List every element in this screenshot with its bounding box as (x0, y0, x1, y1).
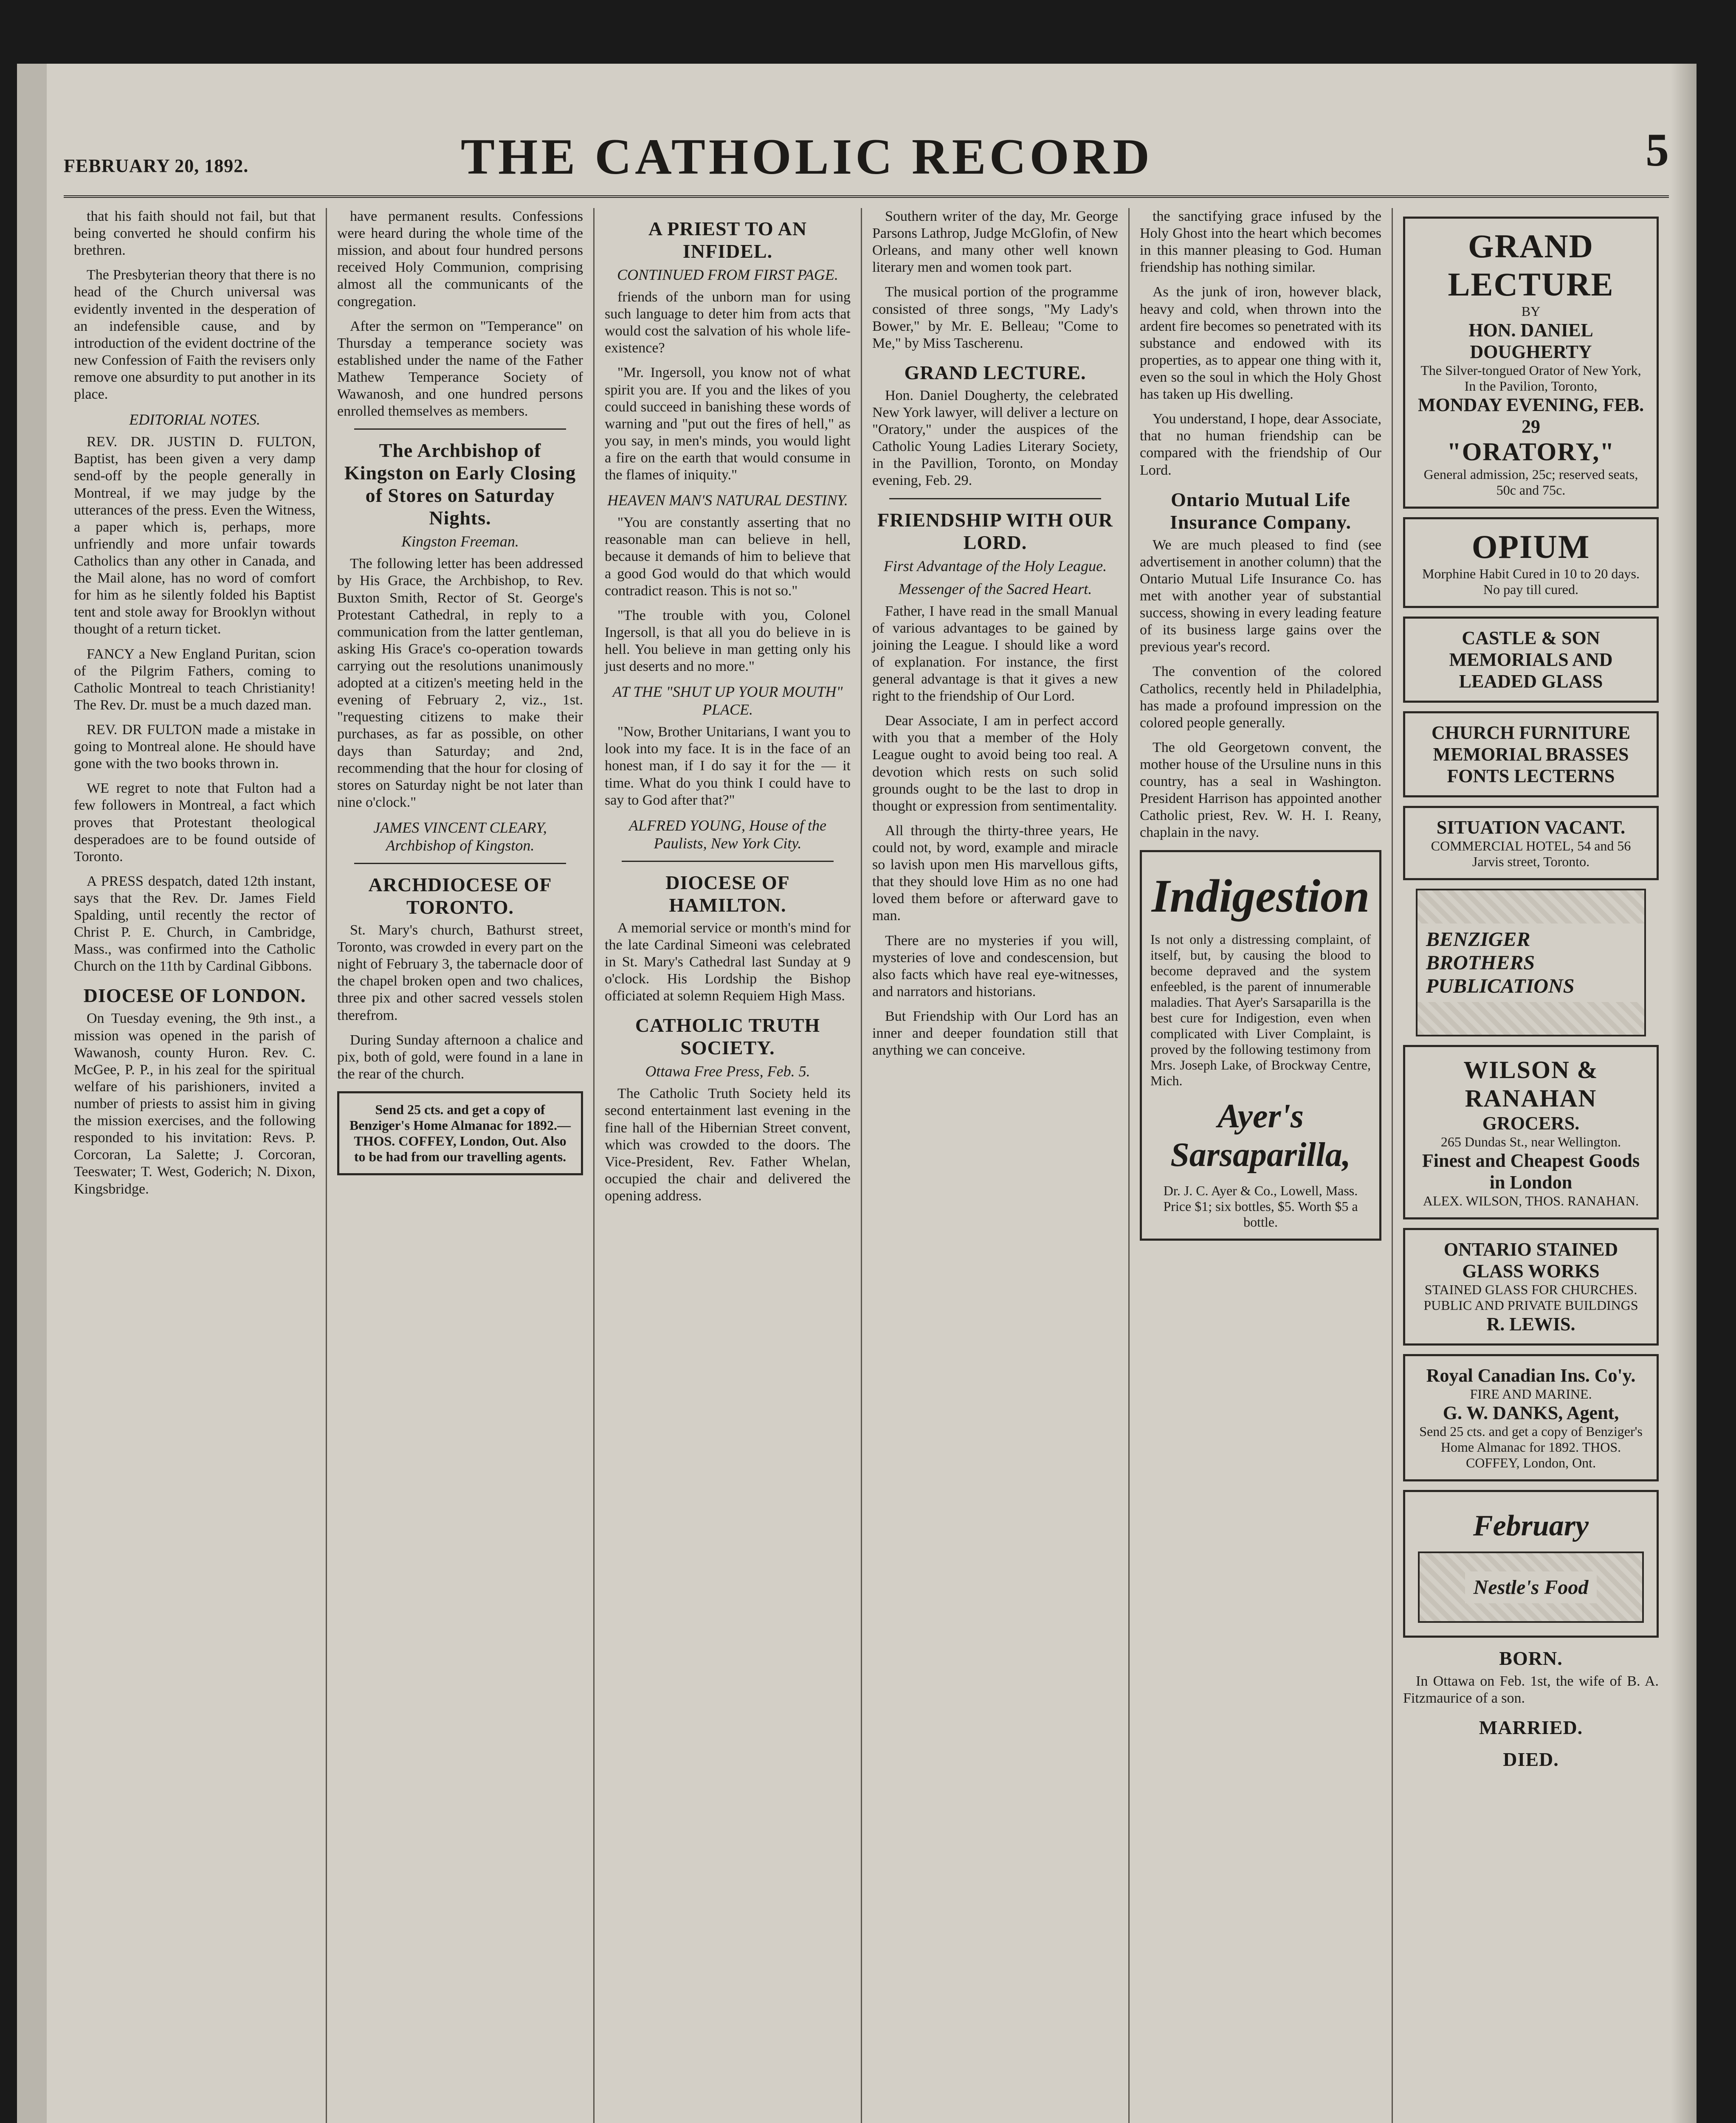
opium-ad: OPIUM Morphine Habit Cured in 10 to 20 days. No pay till cured. (1403, 517, 1659, 608)
paragraph: During Sunday afternoon a chalice and pix, both of gold, were found in a lane in the rear of the church. (337, 1032, 583, 1082)
section-heading: GRAND LECTURE. (904, 361, 1086, 383)
columns (64, 208, 1669, 2123)
paragraph: The musical portion of the programme consisted of three songs, "My Lady's Bower," by Mr. E. Belleau; "Come to Me," by Miss Tascherenu. (872, 284, 1118, 351)
ad-maker: Dr. J. C. Ayer & Co., Lowell, Mass. (1163, 1183, 1358, 1198)
divider (889, 498, 1101, 499)
paragraph: But Friendship with Our Lord has an inner and deeper foundation still that anything we can conceive. (872, 1008, 1118, 1059)
page-edge (1671, 64, 1697, 2123)
paragraph: friends of the unborn man for using such language to deter him from acts that would cost the salvation of his whole life-existence? (605, 289, 851, 356)
insurance-ad: Royal Canadian Ins. Co'y. FIRE AND MARINE. G. W. DANKS, Agent, Send 25 cts. and get a copy of Benziger's Home Almanac for 1892. THOS. COFFEY, London, Ont. (1403, 1354, 1659, 1481)
paragraph: A memorial service or month's mind for the late Cardinal Simeoni was celebrated in St. Mary's Cathedral last Sunday at 9 o'clock. His Lordship the Bishop officiated at solemn Requiem High Mass. (605, 920, 851, 1004)
column-1 (64, 208, 327, 2123)
indigestion-ad (1140, 850, 1381, 1241)
paragraph: the sanctifying grace infused by the Holy Ghost into the heart which becomes in this manner pleasing to God. Human friendship has nothing similar. (1140, 208, 1381, 276)
section-heading: MARRIED. (1479, 1717, 1583, 1739)
paragraph: You understand, I hope, dear Associate, that no human friendship can be compared with the friendship of Our Lord. (1140, 411, 1381, 478)
paragraph: Southern writer of the day, Mr. George Parsons Lathrop, Judge McGlofin, of New Orleans, and many other well known literary men and women took part. (872, 208, 1118, 276)
left-margin (17, 64, 47, 2123)
paragraph: that his faith should not fail, but that being converted he should confirm his brethren. (74, 208, 316, 259)
section-heading: ARCHDIOCESE OF TORONTO. (368, 873, 552, 918)
divider (622, 861, 834, 862)
lecture-ad: GRAND LECTURE BY HON. DANIEL DOUGHERTY The Silver-tongued Orator of New York, In the Pavilion, Toronto, MONDAY EVENING, FEB. 29 "ORATORY," General admission, 25c; reserved seats, 50c and 75c. (1403, 217, 1659, 509)
paragraph: As the junk of iron, however black, heavy and cold, when thrown into the ardent fire becomes so penetrated with its substance and endowed with its properties, as to appear one thing with it, even so the soul in which the Holy Ghost has taken up His dwelling. (1140, 284, 1381, 403)
paragraph: After the sermon on "Temperance" on Thursday a temperance society was established under the name of the Father Mathew Temperance Society of Wawanosh, and one hundred persons enrolled themselves as members. (337, 318, 583, 420)
section-sub: First Advantage of the Holy League. (883, 557, 1107, 574)
paragraph: WE regret to note that Fulton had a few followers in Montreal, a fact which proves that Protestant theological desperadoes are to be found outside of Toronto. (74, 780, 316, 864)
paragraph: The Presbyterian theory that there is no head of the Church universal was evidently invented in the desperation of an indefensible cause, and by introduction of the evident doctrine of the new Confession of Faith the revisers only remove one absurdity to put another in its place. (74, 267, 316, 403)
page-number: 5 (1646, 124, 1669, 176)
subheading: AT THE "SHUT UP YOUR MOUTH" PLACE. (612, 683, 843, 718)
section-heading: DIOCESE OF LONDON. (83, 985, 306, 1007)
almanac-notice: Send 25 cts. and get a copy of Benziger's Home Almanac for 1892.—THOS. COFFEY, London, Out. Also to be had from our travelling agents. (337, 1091, 583, 1175)
section-heading: BORN. (1499, 1647, 1563, 1669)
paragraph: "The trouble with you, Colonel Ingersoll, is that all you do believe in is hell. You believe in man getting only his just deserts and no more." (605, 607, 851, 675)
paragraph: "You are constantly asserting that no reasonable man can believe in hell, because it demands of him to believe that a good God would do that which would contradict reason. This is not so." (605, 515, 851, 599)
section-heading: CATHOLIC TRUTH SOCIETY. (635, 1014, 820, 1059)
ad-brand: Ayer's Sarsaparilla, (1170, 1097, 1351, 1174)
paragraph: We are much pleased to find (see advertisement in another column) that the Ontario Mutual Life Insurance Co. has met with another year of substantial success, showing in every leading feature of its business large gains over the previous year's record. (1140, 537, 1381, 655)
issue-date: FEBRUARY 20, 1892. (64, 155, 249, 176)
wilson-ranahan-ad: WILSON & RANAHAN GROCERS. 265 Dundas St., near Wellington. Finest and Cheapest Goods in London ALEX. WILSON, THOS. RANAHAN. (1403, 1045, 1659, 1219)
section-heading: EDITORIAL NOTES. (129, 411, 260, 428)
paragraph: A PRESS despatch, dated 12th instant, says that the Rev. Dr. James Field Spalding, until recently the rector of Christ P. E. Church, in Cambridge, Mass., was confirmed into the Catholic Church on the 11th by Cardinal Gibbons. (74, 873, 316, 974)
paragraph: Hon. Daniel Dougherty, the celebrated New York lawyer, will deliver a lecture on "Oratory," under the auspices of the Catholic Young Ladies Literary Society, in the Pavillion, Toronto, on Monday evening, Feb. 29. (872, 387, 1118, 489)
paragraph: REV. DR. JUSTIN D. FULTON, Baptist, has been given a very damp send-off by the people generally in Montreal, if we may judge by the utterances of the press. Even the Witness, a paper which is, perhaps, more unfriendly and more unfair towards Catholics than any other in Canada, and the Mail alone, has no word of comfort for him as he silently folded his Baptist tent and stole away for Brooklyn without thought of a return ticket. (74, 434, 316, 637)
paragraph: The convention of the colored Catholics, recently held in Philadelphia, has made a profound impression on the colored people generally. (1140, 664, 1381, 731)
section-heading: DIED. (1503, 1749, 1559, 1771)
paragraph: All through the thirty-three years, He could not, by word, example and miracle so lavish upon men His marvellous gifts, that they should love Him as no one had loved them before or afterward gave to man. (872, 822, 1118, 924)
paragraph: The old Georgetown convent, the mother house of the Ursuline nuns in this country, has a seal in Washington. President Harrison has appointed another Catholic priest, Rev. W. H. I. Reany, chaplain in the navy. (1140, 739, 1381, 841)
column-3 (595, 208, 862, 2123)
divider (354, 863, 566, 864)
section-heading: FRIENDSHIP WITH OUR LORD. (877, 509, 1113, 553)
paragraph: St. Mary's church, Bathurst street, Toronto, was crowded in every part on the night of February 3, the tabernacle door of the chapel broken open and two chalices, three pix and other sacred vessels stolen therefrom. (337, 922, 583, 1023)
subheading: HEAVEN MAN'S NATURAL DESTINY. (607, 492, 848, 509)
section-source: Ottawa Free Press, Feb. 5. (645, 1063, 810, 1080)
section-heading: The Archbishop of Kingston on Early Closing of Stores on Saturday Nights. (344, 439, 576, 529)
stained-glass-ad: ONTARIO STAINED GLASS WORKS STAINED GLASS FOR CHURCHES. PUBLIC AND PRIVATE BUILDINGS R. LEWIS. (1403, 1228, 1659, 1346)
paragraph: Dear Associate, I am in perfect accord with you that a member of the Holy League ought to avoid being too real. A devotion which rests on such solid grounds ought to be the last to drop in thought or expression from sentimentality. (872, 713, 1118, 814)
newspaper-page (17, 64, 1697, 2123)
column-4 (862, 208, 1130, 2123)
church-furniture-ad: CHURCH FURNITURE MEMORIAL BRASSES FONTS LECTERNS (1403, 711, 1659, 797)
column-2 (327, 208, 595, 2123)
paragraph: Father, I have read in the small Manual of various advantages to be gained by joining the League. I should like a word of explanation. For instance, the first general advantage is that it gives a new right to the friendship of Our Lord. (872, 603, 1118, 704)
paragraph: In Ottawa on Feb. 1st, the wife of B. A. Fitzmaurice of a son. (1403, 1673, 1659, 1706)
section-heading: DIOCESE OF HAMILTON. (665, 871, 790, 916)
paragraph: The following letter has been addressed by His Grace, the Archbishop, to Rev. Buxton Smith, Rector of St. George's Protestant Cathedral, in reply to a communication from the latter gentleman, asking His Grace's co-operation towards carrying out the resolutions unanimously adopted at a citizen's meeting held in the evening of February 2, viz., 1st. "requesting citizens to make their purchases, as far as possible, on other days than Saturday; and 2nd, recommending that the hour for closing of stores on Saturday night be not later than nine o'clock." (337, 556, 583, 810)
section-sub: CONTINUED FROM FIRST PAGE. (617, 266, 838, 283)
paragraph: REV. DR FULTON made a mistake in going to Montreal alone. He should have gone with the two books thrown in. (74, 721, 316, 772)
page-header (64, 115, 1669, 198)
nestle-illustration: Nestle's Food (1418, 1551, 1644, 1623)
paragraph: On Tuesday evening, the 9th inst., a mission was opened in the parish of Wawanosh, county Huron. Rev. C. McGee, P. P., in his zeal for the spiritual welfare of his parishioners, invited a number of priests to assist him in giving the mission exercises, and the following responded to his invitation: Revs. P. Corcoran, La Salette; J. Corcoran, Teeswater; T. West, Goderich; N. Dixon, Kingsbridge. (74, 1011, 316, 1197)
situation-ad: SITUATION VACANT. COMMERCIAL HOTEL, 54 and 56 Jarvis street, Toronto. (1403, 806, 1659, 880)
castle-ad: CASTLE & SON MEMORIALS AND LEADED GLASS (1403, 617, 1659, 703)
paragraph: The Catholic Truth Society held its second entertainment last evening in the fine hall of the Hibernian Street convent, which was crowded to the doors. The Vice-President, Rev. Father Whelan, occupied the chair and delivered the opening address. (605, 1086, 851, 1204)
section-source: Messenger of the Sacred Heart. (898, 580, 1092, 597)
section-heading: A PRIEST TO AN INFIDEL. (648, 218, 807, 262)
section-heading: Ontario Mutual Life Insurance Company. (1170, 488, 1351, 533)
divider (354, 428, 566, 430)
column-6-ads (1393, 208, 1669, 2123)
signature: ALFRED YOUNG, House of the Paulists, New York City. (629, 817, 826, 852)
benziger-ornament: BENZIGER BROTHERS PUBLICATIONS (1416, 889, 1646, 1036)
ad-price: Price $1; six bottles, $5. Worth $5 a bottle. (1163, 1198, 1358, 1230)
ad-body: Is not only a distressing complaint, of itself, but, by causing the blood to become depraved and the system enfeebled, is the parent of innumerable maladies. That Ayer's Sarsaparilla is the best cure for Indigestion, even when complicated with Liver Complaint, is proved by the following testimony from Mrs. Joseph Lake, of Brockway Centre, Mich. (1150, 931, 1371, 1088)
paragraph: have permanent results. Confessions were heard during the whole time of the mission, and about four hundred persons received Holy Communion, comprising almost all the communicants of the congregation. (337, 208, 583, 310)
paragraph: There are no mysteries if you will, mysteries of love and condescension, but also facts which have real eye-witnesses, and narrators and historians. (872, 932, 1118, 1000)
masthead: THE CATHOLIC RECORD (461, 128, 1153, 185)
paragraph: FANCY a New England Puritan, scion of the Pilgrim Fathers, coming to Catholic Montreal to teach Christianity! The Rev. Dr. must be a much dazed man. (74, 646, 316, 713)
paragraph: "Now, Brother Unitarians, I want you to look into my face. It is in the face of an honest man, if I do say it for the — it time. What do you think I could have to say to God after that?" (605, 724, 851, 808)
ad-title: Indigestion (1151, 870, 1370, 922)
section-source: Kingston Freeman. (401, 533, 519, 550)
paragraph: "Mr. Ingersoll, you know not of what spirit you are. If you and the likes of you could succeed in banishing these words of warning and "put out the fires of hell," as you say, in men's minds, you would light a fire on the earth that would consume in the flames of iniquity." (605, 365, 851, 483)
column-5 (1130, 208, 1393, 2123)
nestle-ad: February Nestle's Food (1403, 1490, 1659, 1638)
signature: JAMES VINCENT CLEARY, Archbishop of Kingston. (373, 819, 547, 854)
